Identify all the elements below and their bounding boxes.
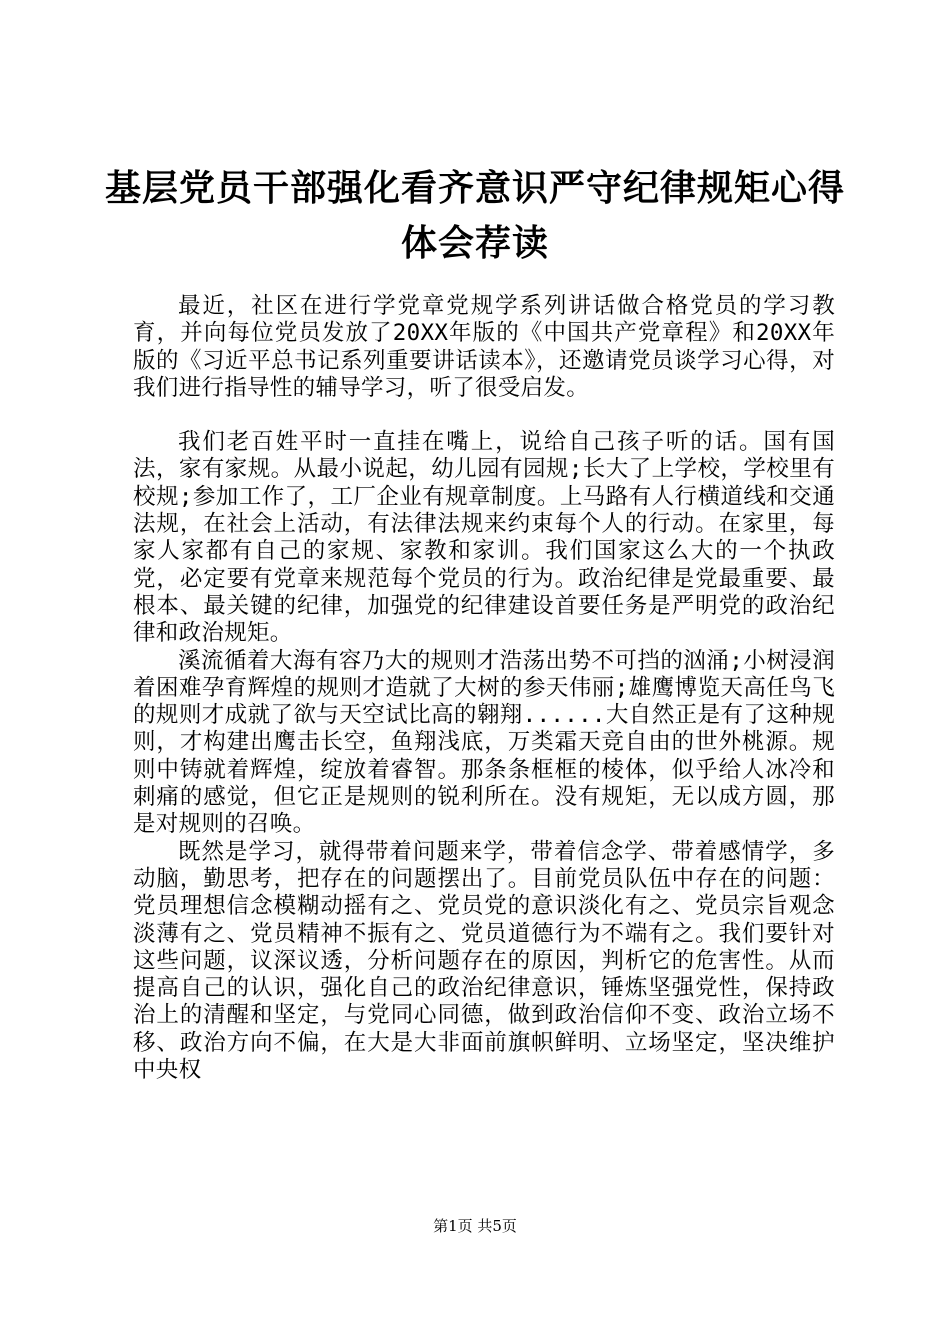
page-footer: 第1页 共5页 (433, 1217, 517, 1235)
document-title-line1: 基层党员干部强化看齐意识严守纪律规矩心得 (104, 167, 845, 209)
body-paragraph-4: 既然是学习，就得带着问题来学，带着信念学、带着感情学，多动脑，勤思考，把存在的问题摆出了。目前党员队伍中存在的问题：党员理想信念模糊动摇有之、党员党的意识淡化有之、党员宗旨观念淡薄有之、党员精神不振有之、党员道德行为不端有之。我们要针对这些问题，议深议透，分析问题存在的原因，判析它的危害性。从而提高自己的认识，强化自己的政治纪律意识，锤炼坚强党性，保持政治上的清醒和坚定，与党同心同德，做到政治信仰不变、政治立场不移、政治方向不偏，在大是大非面前旗帜鲜明、立场坚定，坚决维护中央权 (133, 838, 835, 1084)
document-body (133, 293, 835, 1084)
document-title-line2: 体会荐读 (400, 222, 549, 264)
body-paragraph-3: 溪流循着大海有容乃大的规则才浩荡出势不可挡的汹涌;小树浸润着困难孕育辉煌的规则才造就了大树的参天伟丽;雄鹰博览天高任鸟飞的规则才成就了欲与天空试比高的翱翔......大自然正是有了这种规则，才构建出鹰击长空，鱼翔浅底，万类霜天竞自由的世外桃源。规则中铸就着辉煌，绽放着睿智。那条条框框的棱体，似乎给人冰冷和刺痛的感觉，但它正是规则的锐利所在。没有规矩，无以成方圆，那是对规则的召唤。 (133, 647, 835, 838)
body-paragraph-2: 我们老百姓平时一直挂在嘴上，说给自己孩子听的话。国有国法，家有家规。从最小说起，幼儿园有园规;长大了上学校，学校里有校规;参加工作了，工厂企业有规章制度。上马路有人行横道线和交通法规，在社会上活动，有法律法规来约束每个人的行动。在家里，每家人家都有自己的家规、家教和家训。我们国家这么大的一个执政党，必定要有党章来规范每个党员的行为。政治纪律是党最重要、最根本、最关键的纪律，加强党的纪律建设首要任务是严明党的政治纪律和政治规矩。 (133, 429, 835, 647)
body-paragraph-1: 最近，社区在进行学党章党规学系列讲话做合格党员的学习教育，并向每位党员发放了20XX年版的《中国共产党章程》和20XX年版的《习近平总书记系列重要讲话读本》，还邀请党员谈学习心得，对我们进行指导性的辅导学习，听了很受启发。 (133, 293, 835, 401)
